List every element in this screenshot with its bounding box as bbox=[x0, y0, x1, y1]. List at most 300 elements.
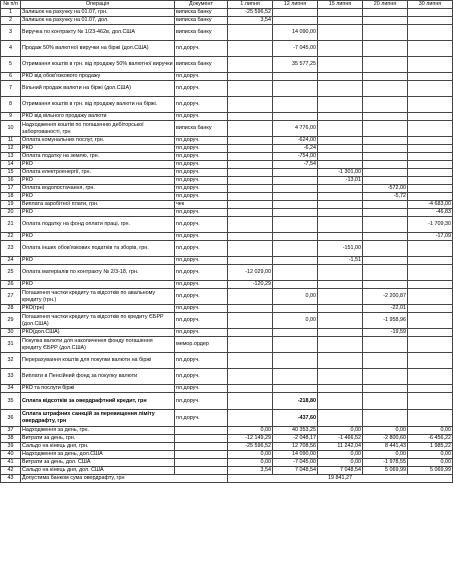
table-row bbox=[1, 427, 453, 435]
value-cell-jul20 bbox=[363, 113, 408, 121]
operation-cell: Оплата матеріалів по контракту № 2/3-18, грн. bbox=[21, 265, 175, 281]
value-cell-jul20 bbox=[363, 281, 408, 289]
table-row bbox=[1, 97, 453, 113]
value-cell-jul1 bbox=[228, 393, 273, 410]
value-cell-jul12: 7 048,54 bbox=[273, 467, 318, 475]
value-cell-jul1 bbox=[228, 209, 273, 217]
value-cell-jul20: -2 200,87 bbox=[363, 289, 408, 305]
value-cell-jul20 bbox=[363, 121, 408, 137]
row-number-cell: 19 bbox=[1, 201, 21, 209]
table-row bbox=[1, 73, 453, 81]
col-header-document: Документ bbox=[175, 1, 228, 9]
value-cell-jul12: 14 090,00 bbox=[273, 451, 318, 459]
value-cell-jul30 bbox=[408, 329, 453, 337]
value-cell-jul20 bbox=[363, 201, 408, 209]
value-cell-jul30 bbox=[408, 410, 453, 427]
row-number-cell: 22 bbox=[1, 233, 21, 241]
header-row bbox=[1, 1, 453, 9]
document-cell: пл.доруч. bbox=[175, 193, 228, 201]
value-cell-jul20 bbox=[363, 265, 408, 281]
value-cell-jul12 bbox=[273, 265, 318, 281]
value-cell-jul30 bbox=[408, 393, 453, 410]
row-number-cell: 39 bbox=[1, 443, 21, 451]
value-cell-jul1: 0,00 bbox=[228, 427, 273, 435]
operation-cell: РКО bbox=[21, 281, 175, 289]
value-cell-jul15 bbox=[318, 217, 363, 233]
value-cell-jul30 bbox=[408, 289, 453, 305]
document-cell: чек bbox=[175, 201, 228, 209]
document-cell: виписка банку bbox=[175, 57, 228, 73]
table-row bbox=[1, 41, 453, 57]
table-row bbox=[1, 337, 453, 353]
value-cell-jul12: -624,00 bbox=[273, 137, 318, 145]
value-cell-jul30 bbox=[408, 193, 453, 201]
table-row bbox=[1, 113, 453, 121]
value-cell-jul1 bbox=[228, 305, 273, 313]
operation-cell: Залишок на рахунку на 01.07, грн. bbox=[21, 9, 175, 17]
value-cell-jul20 bbox=[363, 145, 408, 153]
value-cell-jul15 bbox=[318, 9, 363, 17]
value-cell-jul30 bbox=[408, 305, 453, 313]
value-cell-jul15 bbox=[318, 185, 363, 193]
operation-cell: Витрати за день, грн. bbox=[21, 435, 175, 443]
document-cell: пл.доруч. bbox=[175, 81, 228, 97]
operation-cell: Покупка валюти для накопичення фонду погашення кредиту ЄБРР (дол.США) bbox=[21, 337, 175, 353]
value-cell-jul12 bbox=[273, 217, 318, 233]
value-cell-jul12 bbox=[273, 81, 318, 97]
document-cell: пл.доруч. bbox=[175, 73, 228, 81]
value-cell-jul30 bbox=[408, 369, 453, 385]
value-cell-jul12: -7 045,00 bbox=[273, 41, 318, 57]
operation-cell: РКО(дол.США) bbox=[21, 329, 175, 337]
document-cell: пл.доруч. bbox=[175, 169, 228, 177]
value-cell-jul15 bbox=[318, 209, 363, 217]
value-cell-jul15 bbox=[318, 121, 363, 137]
document-cell: пл.доруч. bbox=[175, 41, 228, 57]
document-cell: пл.доруч. bbox=[175, 385, 228, 393]
value-cell-jul30 bbox=[408, 113, 453, 121]
value-cell-jul12 bbox=[273, 337, 318, 353]
table-row bbox=[1, 169, 453, 177]
table-row bbox=[1, 145, 453, 153]
value-cell-jul12 bbox=[273, 329, 318, 337]
value-cell-jul15 bbox=[318, 289, 363, 305]
operation-cell: РКО bbox=[21, 209, 175, 217]
table-row bbox=[1, 241, 453, 257]
value-cell-jul15 bbox=[318, 145, 363, 153]
value-cell-jul30 bbox=[408, 257, 453, 265]
operation-cell: РКО від обов'язкового продажу bbox=[21, 73, 175, 81]
value-cell-jul20 bbox=[363, 410, 408, 427]
value-cell-jul12 bbox=[273, 9, 318, 17]
operation-cell: Залишок на рахунку на 01.07, дол. bbox=[21, 17, 175, 25]
row-number-cell: 2 bbox=[1, 17, 21, 25]
value-cell-jul30: -46,83 bbox=[408, 209, 453, 217]
value-cell-jul1 bbox=[228, 369, 273, 385]
overdraft-value: 19 841,27 bbox=[228, 475, 453, 483]
value-cell-jul20: -19,59 bbox=[363, 329, 408, 337]
value-cell-jul1 bbox=[228, 241, 273, 257]
value-cell-jul15 bbox=[318, 113, 363, 121]
value-cell-jul30 bbox=[408, 81, 453, 97]
value-cell-jul12: 4 776,00 bbox=[273, 121, 318, 137]
document-cell bbox=[175, 451, 228, 459]
value-cell-jul12: 12 708,56 bbox=[273, 443, 318, 451]
document-cell: пл.доруч. bbox=[175, 153, 228, 161]
table-row bbox=[1, 305, 453, 313]
value-cell-jul12 bbox=[273, 305, 318, 313]
document-cell: пл.доруч. bbox=[175, 265, 228, 281]
value-cell-jul1 bbox=[228, 97, 273, 113]
value-cell-jul20 bbox=[363, 257, 408, 265]
value-cell-jul1: 0,00 bbox=[228, 451, 273, 459]
value-cell-jul15 bbox=[318, 305, 363, 313]
document-cell: виписка банку bbox=[175, 17, 228, 25]
document-cell: пл.доруч. bbox=[175, 177, 228, 185]
value-cell-jul12 bbox=[273, 385, 318, 393]
value-cell-jul20: 0,00 bbox=[363, 427, 408, 435]
value-cell-jul12 bbox=[273, 97, 318, 113]
value-cell-jul20 bbox=[363, 81, 408, 97]
value-cell-jul15 bbox=[318, 57, 363, 73]
value-cell-jul1 bbox=[228, 217, 273, 233]
value-cell-jul15 bbox=[318, 137, 363, 145]
operation-cell: Оплата електроенергії, грн. bbox=[21, 169, 175, 177]
value-cell-jul12: -218,80 bbox=[273, 393, 318, 410]
value-cell-jul30 bbox=[408, 313, 453, 329]
value-cell-jul30 bbox=[408, 177, 453, 185]
table-row bbox=[1, 329, 453, 337]
value-cell-jul15 bbox=[318, 25, 363, 41]
operation-cell: РКО bbox=[21, 193, 175, 201]
value-cell-jul12: -2 048,17 bbox=[273, 435, 318, 443]
table-row bbox=[1, 137, 453, 145]
value-cell-jul20: 0,00 bbox=[363, 451, 408, 459]
value-cell-jul1: -25 596,52 bbox=[228, 443, 273, 451]
value-cell-jul30 bbox=[408, 281, 453, 289]
operation-cell: РКО bbox=[21, 177, 175, 185]
table-row bbox=[1, 459, 453, 467]
value-cell-jul20 bbox=[363, 73, 408, 81]
row-number-cell: 29 bbox=[1, 313, 21, 329]
value-cell-jul30 bbox=[408, 97, 453, 113]
value-cell-jul1: -25 596,52 bbox=[228, 9, 273, 17]
value-cell-jul1 bbox=[228, 41, 273, 57]
operation-cell: Погашення частки кредиту та відсотків по авальному кредиту (грн.) bbox=[21, 289, 175, 305]
row-number-cell: 36 bbox=[1, 410, 21, 427]
value-cell-jul20: 8 441,43 bbox=[363, 443, 408, 451]
col-header-jul15: 15 липня bbox=[318, 1, 363, 9]
document-cell bbox=[175, 435, 228, 443]
value-cell-jul20: -1 958,96 bbox=[363, 313, 408, 329]
col-header-jul20: 20 липня bbox=[363, 1, 408, 9]
value-cell-jul20 bbox=[363, 393, 408, 410]
value-cell-jul1 bbox=[228, 410, 273, 427]
value-cell-jul15 bbox=[318, 161, 363, 169]
value-cell-jul1 bbox=[228, 313, 273, 329]
row-number-cell: 10 bbox=[1, 121, 21, 137]
row-number-cell: 15 bbox=[1, 169, 21, 177]
row-number-cell: 9 bbox=[1, 113, 21, 121]
value-cell-jul1 bbox=[228, 193, 273, 201]
value-cell-jul20 bbox=[363, 385, 408, 393]
value-cell-jul30 bbox=[408, 121, 453, 137]
table-row bbox=[1, 81, 453, 97]
row-number-cell: 40 bbox=[1, 451, 21, 459]
value-cell-jul20 bbox=[363, 137, 408, 145]
row-number-cell: 1 bbox=[1, 9, 21, 17]
value-cell-jul30 bbox=[408, 73, 453, 81]
operation-cell: Продаж 50% валютної виручки на біржі (дол.США) bbox=[21, 41, 175, 57]
value-cell-jul20 bbox=[363, 337, 408, 353]
value-cell-jul15 bbox=[318, 337, 363, 353]
operation-cell: Вільний продаж валюти на біржі (дол.США) bbox=[21, 81, 175, 97]
value-cell-jul30 bbox=[408, 337, 453, 353]
operation-cell: РКО від вільного продажу валюти bbox=[21, 113, 175, 121]
value-cell-jul20 bbox=[363, 209, 408, 217]
value-cell-jul1 bbox=[228, 153, 273, 161]
value-cell-jul15 bbox=[318, 233, 363, 241]
row-number-cell: 6 bbox=[1, 73, 21, 81]
value-cell-jul20: -572,00 bbox=[363, 185, 408, 193]
document-cell: виписка банку bbox=[175, 121, 228, 137]
document-cell: пл.доруч. bbox=[175, 161, 228, 169]
row-number-cell: 8 bbox=[1, 97, 21, 113]
value-cell-jul12 bbox=[273, 209, 318, 217]
operation-cell: Надходження коштів по погашенню дебіторської заборгованості, грн bbox=[21, 121, 175, 137]
table-row bbox=[1, 57, 453, 73]
document-cell: пл.доруч. bbox=[175, 209, 228, 217]
row-number-cell: 21 bbox=[1, 217, 21, 233]
value-cell-jul15 bbox=[318, 17, 363, 25]
row-number-cell: 43 bbox=[1, 475, 21, 483]
document-cell: пл.доруч. bbox=[175, 353, 228, 369]
table-row bbox=[1, 161, 453, 169]
value-cell-jul15 bbox=[318, 313, 363, 329]
value-cell-jul1 bbox=[228, 121, 273, 137]
row-number-cell: 14 bbox=[1, 161, 21, 169]
value-cell-jul20 bbox=[363, 233, 408, 241]
value-cell-jul1 bbox=[228, 353, 273, 369]
document-cell: пл.доруч. bbox=[175, 233, 228, 241]
operation-cell: Сальдо на кінець дня, дол. США bbox=[21, 467, 175, 475]
document-cell: пл.доруч. bbox=[175, 137, 228, 145]
table-row bbox=[1, 435, 453, 443]
value-cell-jul1 bbox=[228, 385, 273, 393]
value-cell-jul1 bbox=[228, 57, 273, 73]
value-cell-jul12: -754,00 bbox=[273, 153, 318, 161]
col-header-jul30: 30 липня bbox=[408, 1, 453, 9]
value-cell-jul30 bbox=[408, 153, 453, 161]
row-number-cell: 25 bbox=[1, 265, 21, 281]
value-cell-jul15 bbox=[318, 281, 363, 289]
value-cell-jul1 bbox=[228, 73, 273, 81]
value-cell-jul30: 0,00 bbox=[408, 427, 453, 435]
value-cell-jul20 bbox=[363, 25, 408, 41]
value-cell-jul12 bbox=[273, 177, 318, 185]
value-cell-jul15: 0,00 bbox=[318, 427, 363, 435]
value-cell-jul15: 7 048,54 bbox=[318, 467, 363, 475]
value-cell-jul12 bbox=[273, 281, 318, 289]
document-cell: виписка банку bbox=[175, 9, 228, 17]
value-cell-jul30 bbox=[408, 265, 453, 281]
value-cell-jul12: 35 577,25 bbox=[273, 57, 318, 73]
value-cell-jul1 bbox=[228, 257, 273, 265]
value-cell-jul12 bbox=[273, 17, 318, 25]
operation-cell: Витрати за день, дол. США bbox=[21, 459, 175, 467]
operation-cell: Отримання коштів в грн. від продажу валюти на біржі. bbox=[21, 97, 175, 113]
value-cell-jul15: 11 242,04 bbox=[318, 443, 363, 451]
table-row bbox=[1, 217, 453, 233]
value-cell-jul1: -120,29 bbox=[228, 281, 273, 289]
value-cell-jul12 bbox=[273, 353, 318, 369]
value-cell-jul15 bbox=[318, 81, 363, 97]
value-cell-jul20 bbox=[363, 57, 408, 73]
table-row bbox=[1, 313, 453, 329]
operation-cell: Надходження за день, дол.США bbox=[21, 451, 175, 459]
value-cell-jul20 bbox=[363, 97, 408, 113]
operation-cell: РКО bbox=[21, 161, 175, 169]
value-cell-jul20 bbox=[363, 161, 408, 169]
operation-cell: РКО bbox=[21, 233, 175, 241]
operation-cell: Оплата водопостачання, грн. bbox=[21, 185, 175, 193]
value-cell-jul12 bbox=[273, 369, 318, 385]
value-cell-jul12 bbox=[273, 185, 318, 193]
row-number-cell: 11 bbox=[1, 137, 21, 145]
table-row bbox=[1, 233, 453, 241]
value-cell-jul15: -1 301,00 bbox=[318, 169, 363, 177]
value-cell-jul1: -12 029,00 bbox=[228, 265, 273, 281]
value-cell-jul20 bbox=[363, 9, 408, 17]
table-row bbox=[1, 385, 453, 393]
value-cell-jul12 bbox=[273, 233, 318, 241]
row-number-cell: 16 bbox=[1, 177, 21, 185]
operation-cell: Перерахування коштів для покупки валюти на біржі bbox=[21, 353, 175, 369]
row-number-cell: 12 bbox=[1, 145, 21, 153]
value-cell-jul30 bbox=[408, 41, 453, 57]
value-cell-jul30 bbox=[408, 145, 453, 153]
document-cell: пл.доруч. bbox=[175, 241, 228, 257]
document-cell: пл.доруч. bbox=[175, 257, 228, 265]
row-number-cell: 26 bbox=[1, 281, 21, 289]
value-cell-jul20 bbox=[363, 177, 408, 185]
value-cell-jul1 bbox=[228, 81, 273, 97]
value-cell-jul12: 0,00 bbox=[273, 313, 318, 329]
value-cell-jul15 bbox=[318, 393, 363, 410]
table-row bbox=[1, 265, 453, 281]
value-cell-jul20 bbox=[363, 369, 408, 385]
value-cell-jul1 bbox=[228, 145, 273, 153]
value-cell-jul15 bbox=[318, 329, 363, 337]
document-cell bbox=[175, 459, 228, 467]
operation-cell: Отримання коштів в грн. від продажу 50% валютної виручки bbox=[21, 57, 175, 73]
value-cell-jul30 bbox=[408, 169, 453, 177]
value-cell-jul15 bbox=[318, 41, 363, 57]
value-cell-jul20: -5,72 bbox=[363, 193, 408, 201]
value-cell-jul15 bbox=[318, 73, 363, 81]
row-number-cell: 27 bbox=[1, 289, 21, 305]
table-row bbox=[1, 353, 453, 369]
value-cell-jul12: -7 045,00 bbox=[273, 459, 318, 467]
value-cell-jul15 bbox=[318, 201, 363, 209]
document-cell: пл.доруч. bbox=[175, 329, 228, 337]
value-cell-jul30: 1 985,22 bbox=[408, 443, 453, 451]
document-cell: пл.доруч. bbox=[175, 185, 228, 193]
operation-cell: Виплати в Пенсійний фонд за покупку валюти bbox=[21, 369, 175, 385]
row-number-cell: 33 bbox=[1, 369, 21, 385]
value-cell-jul20: -2 800,60 bbox=[363, 435, 408, 443]
value-cell-jul12 bbox=[273, 169, 318, 177]
value-cell-jul30: -4 683,00 bbox=[408, 201, 453, 209]
value-cell-jul1 bbox=[228, 337, 273, 353]
table-row bbox=[1, 443, 453, 451]
operation-cell: Сплата штрафних санкцій за перевищення ліміту овердрафту, грн bbox=[21, 410, 175, 427]
table-row bbox=[1, 393, 453, 410]
value-cell-jul1 bbox=[228, 169, 273, 177]
value-cell-jul15 bbox=[318, 410, 363, 427]
value-cell-jul1 bbox=[228, 201, 273, 209]
row-number-cell: 28 bbox=[1, 305, 21, 313]
value-cell-jul30 bbox=[408, 241, 453, 257]
document-cell bbox=[175, 443, 228, 451]
value-cell-jul20: -22,01 bbox=[363, 305, 408, 313]
value-cell-jul1 bbox=[228, 177, 273, 185]
table-row bbox=[1, 289, 453, 305]
value-cell-jul15 bbox=[318, 153, 363, 161]
document-cell: пл.доруч. bbox=[175, 393, 228, 410]
table-row bbox=[1, 185, 453, 193]
value-cell-jul12: -7,54 bbox=[273, 161, 318, 169]
value-cell-jul20 bbox=[363, 169, 408, 177]
value-cell-jul15 bbox=[318, 265, 363, 281]
operation-cell: Виручка по контракту № 1/23-462в, дол.США bbox=[21, 25, 175, 41]
row-number-cell: 3 bbox=[1, 25, 21, 41]
value-cell-jul30 bbox=[408, 57, 453, 73]
table-row bbox=[1, 177, 453, 185]
value-cell-jul1: 0,00 bbox=[228, 459, 273, 467]
value-cell-jul1 bbox=[228, 329, 273, 337]
operation-cell: РКО bbox=[21, 257, 175, 265]
document-cell: пл.доруч. bbox=[175, 97, 228, 113]
value-cell-jul12: -6,24 bbox=[273, 145, 318, 153]
row-number-cell: 41 bbox=[1, 459, 21, 467]
value-cell-jul12 bbox=[273, 73, 318, 81]
value-cell-jul15: 0,00 bbox=[318, 459, 363, 467]
row-number-cell: 23 bbox=[1, 241, 21, 257]
table-row bbox=[1, 257, 453, 265]
value-cell-jul12 bbox=[273, 113, 318, 121]
table-row bbox=[1, 121, 453, 137]
value-cell-jul1 bbox=[228, 161, 273, 169]
value-cell-jul30: 0,00 bbox=[408, 451, 453, 459]
table-row bbox=[1, 209, 453, 217]
value-cell-jul30: 5 069,99 bbox=[408, 467, 453, 475]
value-cell-jul12: -437,60 bbox=[273, 410, 318, 427]
value-cell-jul15: -1,51 bbox=[318, 257, 363, 265]
value-cell-jul1: -12 149,29 bbox=[228, 435, 273, 443]
value-cell-jul30: 0,00 bbox=[408, 459, 453, 467]
value-cell-jul15: -13,01 bbox=[318, 177, 363, 185]
col-header-jul12: 12 липня bbox=[273, 1, 318, 9]
operation-cell: Погашення частки кредиту та відсотків по кредиту ЄБРР (дол.США) bbox=[21, 313, 175, 329]
value-cell-jul20 bbox=[363, 17, 408, 25]
value-cell-jul15 bbox=[318, 193, 363, 201]
value-cell-jul15 bbox=[318, 385, 363, 393]
value-cell-jul1: 3,54 bbox=[228, 467, 273, 475]
row-number-cell: 35 bbox=[1, 393, 21, 410]
table-row bbox=[1, 467, 453, 475]
document-cell: виписка банку bbox=[175, 25, 228, 41]
